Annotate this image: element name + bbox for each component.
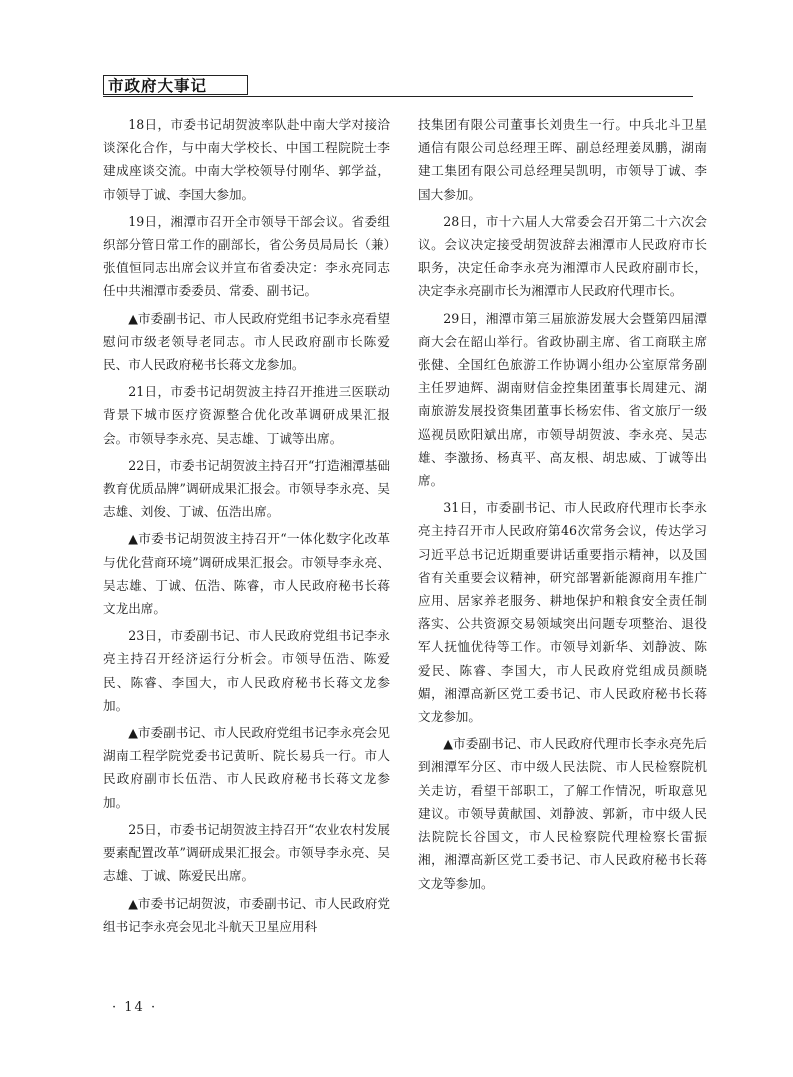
entry-paragraph: 28日，市十六届人大常委会召开第二十六次会议。会议决定接受胡贺波辞去湘潭市人民政府市长职务，决定任命李永亮为湘潭市人民政府副市长，决定李永亮副市长为湘潭市人民政府代理市长。 — [418, 213, 707, 299]
entry-paragraph: 31日，市委副书记、市人民政府代理市长李永亮主持召开市人民政府第46次常务会议，传达学习习近平总书记近期重要讲话重要指示精神，以及国省有关重要会议精神，研究部署新能源商用车推广应用、居家养老服务、耕地保护和粮食安全责任制落实、公共资源交易领域突出问题专项整治、退役军人抚恤优待等工作。市领导刘新华、刘静波、陈爱民、陈睿、李国大，市人民政府党组成员颜晓媚，湘潭高新区党工委书记、市人民政府秘书长蒋文龙参加。 — [418, 500, 707, 725]
entry-paragraph: ▲市委副书记、市人民政府党组书记李永亮看望慰问市级老领导老同志。市人民政府副市长陈爱民、市人民政府秘书长蒋文龙参加。 — [103, 310, 390, 373]
entry-paragraph: 22日，市委书记胡贺波主持召开“打造湘潭基础教育优质品牌”调研成果汇报会。市领导李永亮、吴志雄、刘俊、丁诚、伍浩出席。 — [103, 457, 390, 520]
entry-paragraph: ▲市委副书记、市人民政府党组书记李永亮会见湖南工程学院党委书记黄昕、院长易兵一行。市人民政府副市长伍浩、市人民政府秘书长蒋文龙参加。 — [103, 725, 390, 810]
entry-paragraph: 29日，湘潭市第三届旅游发展大会暨第四届潭商大会在韶山举行。省政协副主席、省工商联主席张健、全国红色旅游工作协调小组办公室原常务副主任罗迪辉、湖南财信金控集团董事长周建元、湖南旅游发展投资集团董事长杨宏伟、省文旅厅一级巡视员欧阳斌出席，市领导胡贺波、李永亮、吴志雄、李激扬、杨真平、高友根、胡忠威、丁诚等出席。 — [418, 310, 707, 489]
continued-paragraph: 技集团有限公司董事长刘贵生一行。中兵北斗卫星通信有限公司总经理王晖、副总经理姜凤鹏，湖南建工集团有限公司总经理吴凯明，市领导丁诚、李国大参加。 — [418, 117, 707, 202]
entry-paragraph: 23日，市委副书记、市人民政府党组书记李永亮主持召开经济运行分析会。市领导伍浩、陈爱民、陈睿、李国大，市人民政府秘书长蒋文龙参加。 — [103, 628, 390, 713]
left-column — [103, 113, 390, 938]
section-title-box — [103, 75, 248, 95]
entry-paragraph: ▲市委书记胡贺波主持召开“一体化数字化改革与优化营商环境”调研成果汇报会。市领导李永亮、吴志雄、丁诚、伍浩、陈睿，市人民政府秘书长蒋文龙出席。 — [103, 531, 390, 617]
entry-paragraph: ▲市委书记胡贺波，市委副书记、市人民政府党组书记李永亮会见北斗航天卫星应用科 — [103, 895, 390, 934]
entry-paragraph: 19日，湘潭市召开全市领导干部会议。省委组织部分管日常工作的副部长，省公务员局局长（兼）张值恒同志出席会议并宣布省委决定：李永亮同志任中共湘潭市委委员、常委、副书记。 — [103, 213, 390, 299]
section-header — [103, 75, 693, 97]
entry-paragraph: 21日，市委书记胡贺波主持召开推进三医联动背景下城市医疗资源整合优化改革调研成果汇报会。市领导李永亮、吴志雄、丁诚等出席。 — [103, 384, 390, 446]
header-rule — [103, 96, 693, 97]
page-number: · 14 · — [112, 1000, 158, 1015]
entry-paragraph: ▲市委副书记、市人民政府代理市长李永亮先后到湘潭军分区、市中级人民法院、市人民检察院机关走访，看望干部职工，了解工作情况，听取意见建议。市领导黄献国、刘静波、郭新，市中级人民法院院长谷国文，市人民检察院代理检察长雷振湘，湘潭高新区党工委书记、市人民政府秘书长蒋文龙等参加。 — [418, 736, 707, 891]
entry-paragraph: 25日，市委书记胡贺波主持召开“农业农村发展要素配置改革”调研成果汇报会。市领导李永亮、吴志雄、丁诚、陈爱民出席。 — [103, 821, 390, 884]
entry-paragraph: 18日，市委书记胡贺波率队赴中南大学对接洽谈深化合作，与中南大学校长、中国工程院院士李建成座谈交流。中南大学校领导付刚华、郭学益，市领导丁诚、李国大参加。 — [103, 117, 390, 202]
section-title: 市政府大事记 — [108, 77, 208, 95]
right-column — [418, 113, 707, 895]
